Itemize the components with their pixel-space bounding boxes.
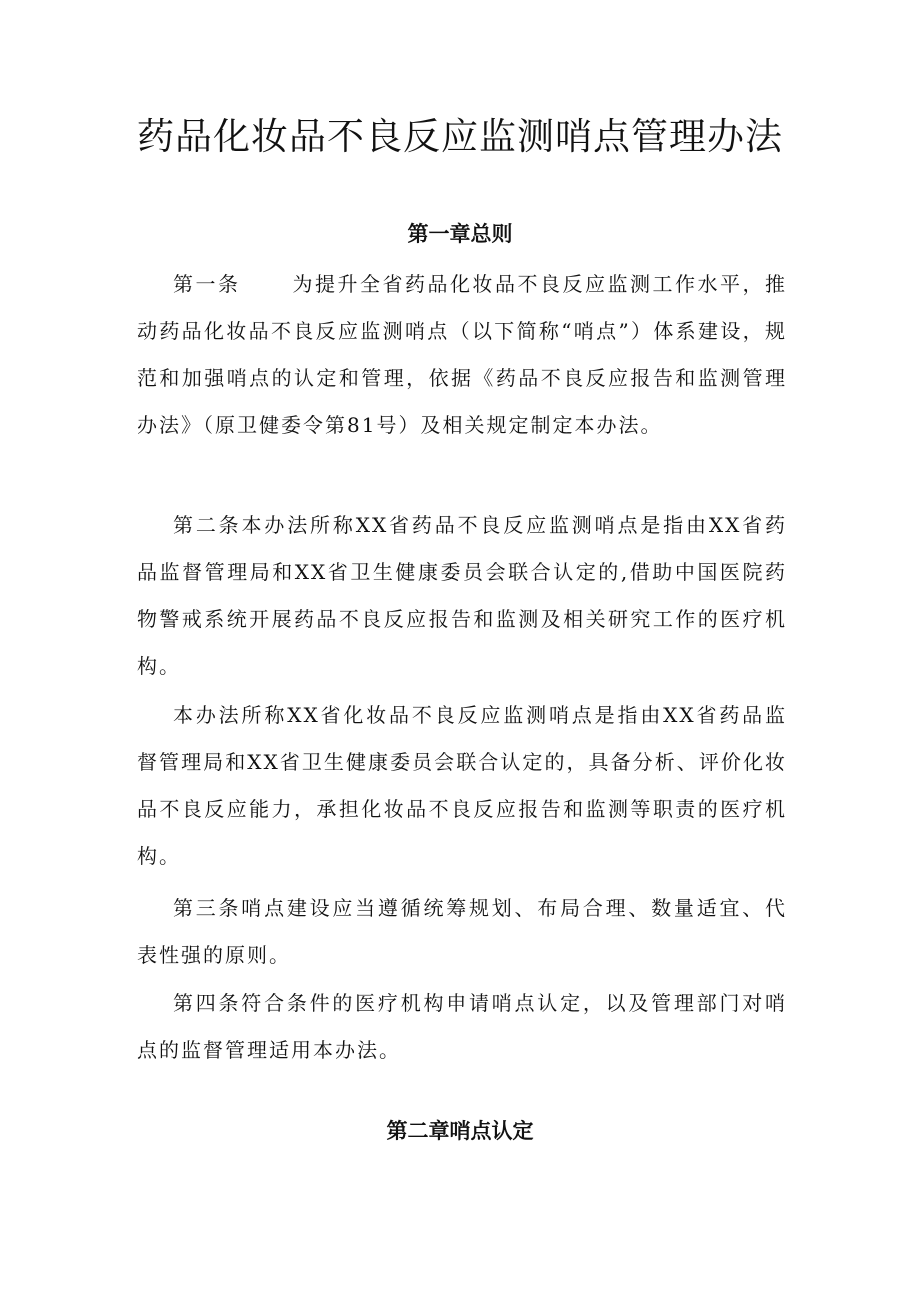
article-paragraph: 本办法所称XX省化妆品不良反应监测哨点是指由XX省药品监督管理局和XX省卫生健康委员会联合认定的，具备分析、评价化妆品不良反应能力，承担化妆品不良反应报告和监测等职责的医疗机构。	[137, 703, 787, 868]
chapter-name: 哨点认定	[449, 1118, 534, 1143]
chapter-number: 第二章	[386, 1118, 450, 1143]
chapter-name: 总则	[470, 221, 513, 246]
article-label: 第一条	[173, 272, 241, 296]
article-paragraph: 第三条哨点建设应当遵循统筹规划、布局合理、数量适宜、代表性强的原则。	[137, 896, 787, 967]
chapter-number: 第一章	[407, 221, 471, 246]
chapter-heading	[0, 219, 920, 249]
article-text: 为提升全省药品化妆品不良反应监测工作水平，推动药品化妆品不良反应监测哨点（以下简称“哨点”）体系建设，规范和加强哨点的认定和管理，依据《药品不良反应报告和监测管理办法》（原卫健委令第81号）及相关规定制定本办法。	[137, 272, 787, 437]
document-title: 药品化妆品不良反应监测哨点管理办法	[137, 115, 783, 158]
article-paragraph: 第二条本办法所称XX省药品不良反应监测哨点是指由XX省药品监督管理局和XX省卫生健康委员会联合认定的,借助中国医院药物警戒系统开展药品不良反应报告和监测及相关研究工作的医疗机构。	[137, 513, 787, 678]
article-paragraph	[137, 261, 787, 449]
chapter-heading	[0, 1116, 920, 1146]
article-paragraph: 第四条符合条件的医疗机构申请哨点认定，以及管理部门对哨点的监督管理适用本办法。	[137, 991, 787, 1062]
